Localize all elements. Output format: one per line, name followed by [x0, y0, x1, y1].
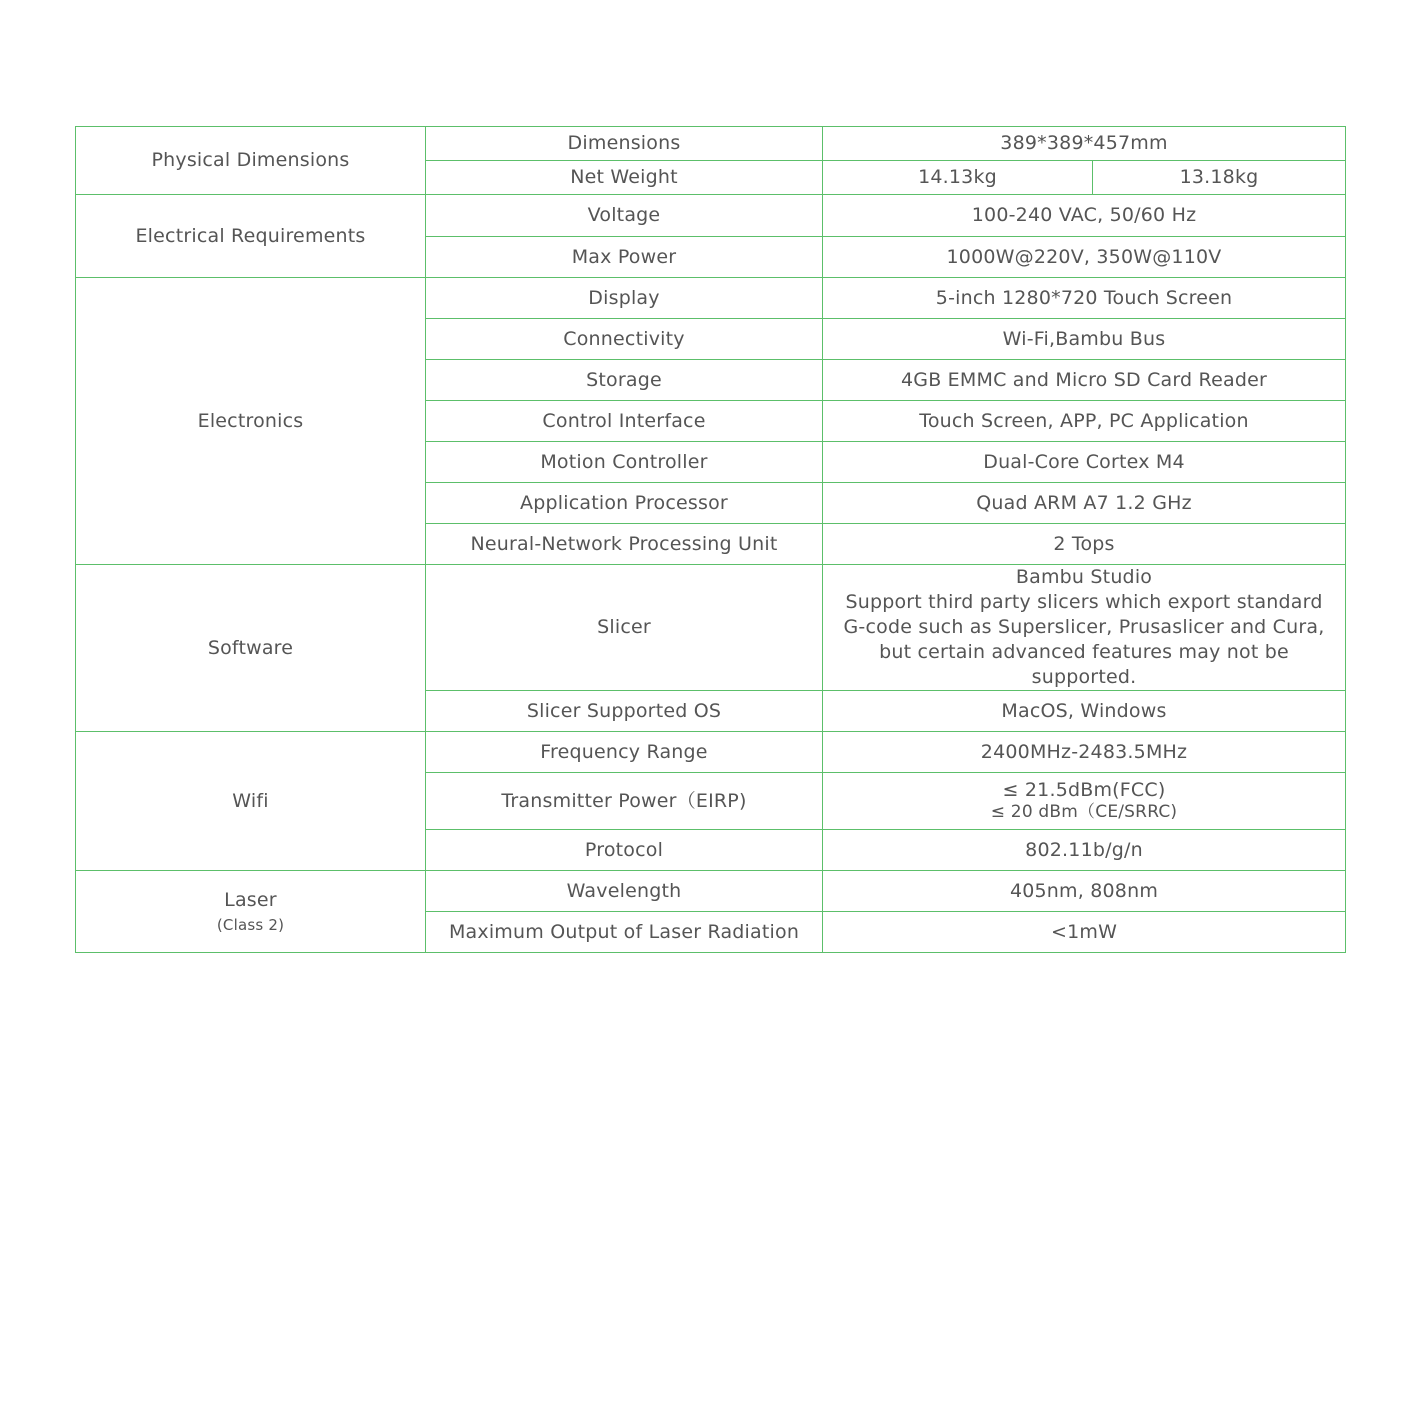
- spec-label-transmitter-power: Transmitter Power（EIRP): [426, 773, 823, 830]
- spec-value-slicer: [823, 565, 1346, 691]
- spec-label-frequency-range: Frequency Range: [426, 732, 823, 773]
- spec-label-voltage: Voltage: [426, 195, 823, 237]
- spec-label-display: Display: [426, 278, 823, 319]
- spec-label-max-output: Maximum Output of Laser Radiation: [426, 912, 823, 953]
- spec-value-frequency-range: 2400MHz-2483.5MHz: [823, 732, 1346, 773]
- spec-label-slicer-os: Slicer Supported OS: [426, 691, 823, 732]
- spec-value-npu: 2 Tops: [823, 524, 1346, 565]
- spec-label-dimensions: Dimensions: [426, 127, 823, 161]
- spec-value-motion-controller: Dual-Core Cortex M4: [823, 442, 1346, 483]
- spec-value-wavelength: 405nm, 808nm: [823, 871, 1346, 912]
- spec-value-application-processor: Quad ARM A7 1.2 GHz: [823, 483, 1346, 524]
- spec-label-slicer: Slicer: [426, 565, 823, 691]
- category-physical-dimensions: Physical Dimensions: [76, 127, 426, 195]
- table-row: [76, 195, 1346, 237]
- spec-table: [75, 126, 1346, 953]
- category-electrical-requirements: Electrical Requirements: [76, 195, 426, 278]
- table-row: [76, 565, 1346, 691]
- spec-value-slicer-os: MacOS, Windows: [823, 691, 1346, 732]
- spec-label-connectivity: Connectivity: [426, 319, 823, 360]
- spec-value-display: 5-inch 1280*720 Touch Screen: [823, 278, 1346, 319]
- spec-label-control-interface: Control Interface: [426, 401, 823, 442]
- category-wifi: Wifi: [76, 732, 426, 871]
- transmitter-power-fcc: ≤ 21.5dBm(FCC): [1002, 779, 1166, 802]
- spec-value-net-weight-1: 14.13kg: [823, 161, 1093, 195]
- spec-value-dimensions: 389*389*457mm: [823, 127, 1346, 161]
- spec-value-connectivity: Wi-Fi,Bambu Bus: [823, 319, 1346, 360]
- category-software: Software: [76, 565, 426, 732]
- table-row: [76, 278, 1346, 319]
- spec-label-npu: Neural-Network Processing Unit: [426, 524, 823, 565]
- slicer-value-line: Bambu Studio: [1015, 566, 1153, 588]
- spec-value-control-interface: Touch Screen, APP, PC Application: [823, 401, 1346, 442]
- slicer-value-line: but certain advanced features may not be supported.: [879, 641, 1289, 688]
- category-electronics: Electronics: [76, 278, 426, 565]
- spec-value-net-weight-2: 13.18kg: [1093, 161, 1346, 195]
- table-row: [76, 871, 1346, 912]
- slicer-value-line: G-code such as Superslicer, Prusaslicer and Cura,: [843, 616, 1325, 638]
- slicer-value-line: Support third party slicers which export standard: [845, 591, 1323, 613]
- spec-label-application-processor: Application Processor: [426, 483, 823, 524]
- spec-label-net-weight: Net Weight: [426, 161, 823, 195]
- spec-value-storage: 4GB EMMC and Micro SD Card Reader: [823, 360, 1346, 401]
- spec-value-transmitter-power: [823, 773, 1346, 830]
- table-row: [76, 127, 1346, 161]
- category-laser-title: Laser: [224, 889, 277, 912]
- category-laser-class: (Class 2): [216, 915, 285, 934]
- table-row: [76, 732, 1346, 773]
- spec-value-max-output: <1mW: [823, 912, 1346, 953]
- spec-value-protocol: 802.11b/g/n: [823, 830, 1346, 871]
- category-laser: [76, 871, 426, 953]
- spec-label-motion-controller: Motion Controller: [426, 442, 823, 483]
- spec-value-voltage: 100-240 VAC, 50/60 Hz: [823, 195, 1346, 237]
- spec-label-protocol: Protocol: [426, 830, 823, 871]
- spec-label-max-power: Max Power: [426, 237, 823, 278]
- spec-value-max-power: 1000W@220V, 350W@110V: [823, 237, 1346, 278]
- spec-label-storage: Storage: [426, 360, 823, 401]
- spec-label-wavelength: Wavelength: [426, 871, 823, 912]
- transmitter-power-ce: ≤ 20 dBm（CE/SRRC): [990, 802, 1178, 823]
